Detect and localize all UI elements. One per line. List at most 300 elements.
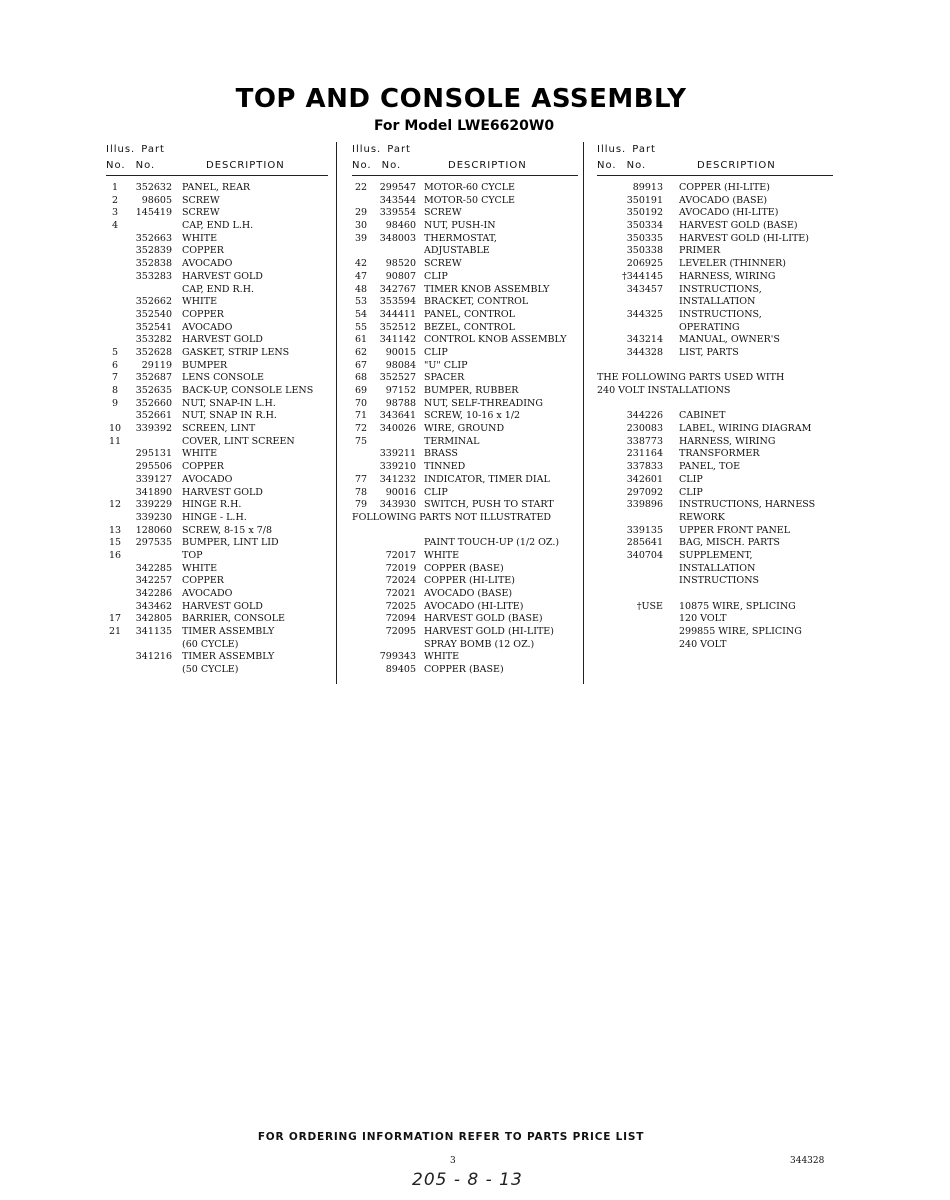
parts-note: FOLLOWING PARTS NOT ILLUSTRATED	[352, 511, 551, 523]
part-description: INSTALLATION	[679, 296, 756, 308]
part-number: 89405	[385, 664, 416, 676]
part-description: 299855 WIRE, SPLICING	[679, 626, 802, 638]
part-number: 339135	[626, 524, 663, 536]
part-number: 341142	[379, 334, 416, 346]
part-description: HARVEST GOLD (HI-LITE)	[679, 232, 809, 244]
part-number: 342285	[135, 562, 172, 574]
parts-row	[597, 512, 833, 525]
part-description: BUMPER, LINT LID	[182, 537, 279, 549]
part-description: WIRE, GROUND	[424, 423, 505, 435]
parts-row	[106, 372, 328, 385]
parts-row	[352, 271, 578, 284]
parts-row	[597, 322, 833, 335]
parts-row	[352, 410, 578, 423]
parts-row	[106, 284, 328, 297]
illus-number: 4	[111, 220, 119, 232]
parts-row	[352, 474, 578, 487]
part-number: 340026	[379, 423, 416, 435]
part-description: 240 VOLT	[679, 638, 727, 650]
part-description: BARRIER, CONSOLE	[182, 613, 285, 625]
part-description: CAP, END L.H.	[182, 220, 254, 232]
illus-number: 55	[354, 321, 368, 333]
parts-row	[352, 207, 578, 220]
parts-row	[597, 347, 833, 360]
parts-row	[106, 487, 328, 500]
parts-row	[352, 309, 578, 322]
part-description: HARVEST GOLD (HI-LITE)	[424, 626, 554, 638]
part-description: COPPER	[182, 308, 224, 320]
parts-row	[597, 563, 833, 576]
header-rule	[352, 175, 578, 176]
illus-number: 11	[108, 435, 122, 447]
parts-row	[106, 385, 328, 398]
parts-row	[597, 296, 833, 309]
part-number: 339392	[135, 423, 172, 435]
part-description: BRASS	[424, 448, 458, 460]
part-description: CONTROL KNOB ASSEMBLY	[424, 334, 567, 346]
parts-row	[352, 322, 578, 335]
parts-row	[597, 461, 833, 474]
part-description: PRIMER	[679, 245, 721, 257]
part-number: 98520	[385, 258, 416, 270]
illus-number: 72	[354, 423, 368, 435]
header-no: No.	[381, 160, 402, 171]
parts-row	[106, 575, 328, 588]
parts-row	[352, 550, 578, 563]
illus-number: 42	[354, 258, 368, 270]
illus-number: 29	[354, 207, 368, 219]
parts-row	[106, 182, 328, 195]
illus-number: 17	[108, 613, 122, 625]
part-description: LABEL, WIRING DIAGRAM	[679, 423, 812, 435]
header-no: No.	[352, 160, 372, 171]
part-description: INSTRUCTIONS, HARNESS	[679, 499, 816, 511]
part-description: TIMER ASSEMBLY	[182, 626, 275, 638]
part-description: COPPER	[182, 461, 224, 473]
header-no: No.	[106, 160, 126, 171]
part-number: 342805	[135, 613, 172, 625]
part-description: WHITE	[182, 448, 218, 460]
parts-row	[106, 245, 328, 258]
header-no-no	[106, 160, 155, 171]
part-description: HARNESS, WIRING	[679, 270, 776, 282]
parts-row	[352, 258, 578, 271]
illus-number: 77	[354, 473, 368, 485]
part-description: CLIP	[679, 486, 703, 498]
parts-row	[352, 563, 578, 576]
illus-number: 61	[354, 334, 368, 346]
header-rule	[597, 175, 833, 176]
header-part: Part	[387, 144, 411, 155]
part-number: 339230	[135, 511, 172, 523]
model-subtitle: For Model LWE6620W0	[373, 118, 555, 134]
parts-row	[597, 398, 833, 411]
parts-row	[352, 588, 578, 601]
part-description: COPPER (HI-LITE)	[424, 575, 515, 587]
parts-row	[597, 487, 833, 500]
parts-row	[597, 448, 833, 461]
part-number: 344226	[626, 410, 663, 422]
part-number: 352628	[135, 346, 172, 358]
parts-row	[597, 423, 833, 436]
ordering-note: FOR ORDERING INFORMATION REFER TO PARTS PRICE LIST	[257, 1131, 645, 1143]
parts-row	[597, 334, 833, 347]
parts-row	[106, 220, 328, 233]
part-number: 350191	[626, 194, 663, 206]
part-description: "U" CLIP	[424, 359, 468, 371]
part-description: PANEL, CONTROL	[424, 308, 515, 320]
parts-row	[597, 613, 833, 626]
parts-row	[352, 334, 578, 347]
part-number: 299547	[379, 182, 416, 193]
part-description: INSTRUCTIONS,	[679, 308, 762, 320]
part-description: MOTOR-60 CYCLE	[424, 182, 515, 193]
part-description: HARVEST GOLD	[182, 334, 263, 346]
header-illus: Illus.	[352, 144, 382, 155]
parts-row	[106, 207, 328, 220]
parts-row	[597, 639, 833, 652]
illus-number: 62	[354, 346, 368, 358]
part-description: SUPPLEMENT,	[679, 549, 753, 561]
parts-row	[597, 372, 833, 385]
part-number: 297535	[135, 537, 172, 549]
part-number: 353594	[379, 296, 416, 308]
parts-row	[352, 284, 578, 297]
part-number: 90807	[385, 270, 416, 282]
header-no: No.	[626, 160, 647, 171]
parts-row	[106, 296, 328, 309]
parts-row	[106, 448, 328, 461]
part-number: 337833	[626, 461, 663, 473]
parts-row	[597, 626, 833, 639]
part-number: 352661	[135, 410, 172, 422]
parts-column-3	[597, 142, 833, 651]
parts-row	[352, 182, 578, 195]
part-number: 72095	[385, 626, 416, 638]
illus-number: 78	[354, 486, 368, 498]
part-number: 206925	[626, 258, 663, 270]
part-description: COPPER	[182, 575, 224, 587]
part-description: 120 VOLT	[679, 613, 727, 625]
parts-row	[106, 258, 328, 271]
part-description: BACK-UP, CONSOLE LENS	[182, 385, 314, 396]
part-number: 297092	[626, 486, 663, 498]
parts-row	[597, 220, 833, 233]
part-description: SCREEN, LINT	[182, 423, 256, 435]
part-number: 352512	[379, 321, 416, 333]
part-number: 343457	[626, 283, 663, 295]
parts-row	[352, 525, 578, 538]
part-description: TIMER ASSEMBLY	[182, 651, 275, 663]
parts-row	[352, 233, 578, 246]
part-description: WHITE	[182, 296, 218, 308]
part-number: 342257	[135, 575, 172, 587]
header-illus: Illus.	[597, 144, 627, 155]
parts-row	[352, 651, 578, 664]
parts-row	[597, 207, 833, 220]
part-description: PAINT TOUCH-UP (1/2 OZ.)	[424, 537, 560, 549]
part-description: LEVELER (THINNER)	[679, 258, 786, 270]
parts-column-1	[106, 142, 328, 677]
part-description: INSTALLATION	[679, 562, 756, 574]
parts-row	[352, 245, 578, 258]
column-divider	[336, 142, 337, 684]
parts-row	[597, 182, 833, 195]
part-description: AVOCADO (BASE)	[424, 588, 513, 599]
parts-row	[106, 639, 328, 652]
parts-row	[106, 626, 328, 639]
illus-number: 15	[108, 537, 122, 549]
part-description: SCREW	[424, 258, 462, 270]
parts-row	[352, 499, 578, 512]
part-description: NUT, PUSH-IN	[424, 220, 496, 232]
illus-number: 53	[354, 296, 368, 308]
part-description: SCREW	[182, 207, 220, 219]
part-number: 343544	[379, 194, 416, 206]
part-number: 341216	[135, 651, 172, 663]
part-description: CLIP	[424, 486, 448, 498]
parts-row	[352, 436, 578, 449]
header-part: Part	[141, 144, 165, 155]
parts-row	[352, 423, 578, 436]
parts-row	[106, 322, 328, 335]
part-number: 350334	[626, 220, 663, 232]
parts-row	[106, 499, 328, 512]
parts-row	[597, 284, 833, 297]
part-description: INDICATOR, TIMER DIAL	[424, 473, 550, 485]
parts-row	[106, 195, 328, 208]
parts-row	[106, 271, 328, 284]
page-number: 3	[450, 1156, 456, 1166]
illus-number: 13	[108, 524, 122, 536]
header-description: DESCRIPTION	[206, 160, 285, 171]
part-number: 72019	[385, 562, 416, 574]
part-number: 339211	[379, 448, 416, 460]
parts-row	[106, 664, 328, 677]
part-description: HARVEST GOLD (BASE)	[424, 613, 543, 625]
parts-row	[106, 360, 328, 373]
parts-row	[352, 537, 578, 550]
parts-row	[597, 601, 833, 614]
part-description: REWORK	[679, 511, 725, 523]
illus-number: 22	[354, 182, 368, 193]
part-number: 352540	[135, 308, 172, 320]
illus-number: 39	[354, 232, 368, 244]
part-number: 352635	[135, 385, 172, 396]
parts-row	[352, 512, 578, 525]
parts-row	[597, 436, 833, 449]
header-rule	[106, 175, 328, 176]
illus-number: 6	[111, 359, 119, 371]
part-number: 344328	[626, 346, 663, 358]
part-number: 344325	[626, 308, 663, 320]
part-number: 341890	[135, 486, 172, 498]
parts-row	[106, 512, 328, 525]
header-illus-part	[597, 144, 656, 155]
part-description: BRACKET, CONTROL	[424, 296, 529, 308]
parts-row	[597, 195, 833, 208]
part-number: 230083	[626, 423, 663, 435]
parts-note: THE FOLLOWING PARTS USED WITH	[597, 372, 785, 384]
parts-row	[597, 360, 833, 373]
illus-number: 30	[354, 220, 368, 232]
part-number: 342767	[379, 283, 416, 295]
part-description: BUMPER, RUBBER	[424, 385, 519, 396]
part-number: 344411	[379, 308, 416, 320]
part-number: 339127	[135, 473, 172, 485]
parts-note: 240 VOLT INSTALLATIONS	[597, 385, 731, 396]
part-description: TOP	[182, 549, 203, 561]
part-description: (60 CYCLE)	[182, 638, 239, 650]
illus-number: 48	[354, 283, 368, 295]
part-number: 352838	[135, 258, 172, 270]
part-number: 72024	[385, 575, 416, 587]
parts-row	[106, 525, 328, 538]
part-description: NUT, SELF-THREADING	[424, 397, 543, 409]
illus-number: 67	[354, 359, 368, 371]
part-number: 350335	[626, 232, 663, 244]
part-description: WHITE	[182, 232, 218, 244]
parts-row	[352, 385, 578, 398]
part-description: PANEL, TOE	[679, 461, 741, 473]
part-description: TERMINAL	[424, 435, 480, 447]
parts-row	[597, 537, 833, 550]
part-description: AVOCADO	[182, 473, 233, 485]
part-number: 342286	[135, 588, 172, 599]
header-no: No.	[135, 160, 156, 171]
part-description: TINNED	[424, 461, 466, 473]
parts-row	[106, 537, 328, 550]
parts-row	[106, 233, 328, 246]
part-description: INSTRUCTIONS	[679, 575, 760, 587]
part-number: 231164	[626, 448, 663, 460]
illus-number: 2	[111, 194, 119, 206]
part-number: 338773	[626, 435, 663, 447]
header-illus-part	[106, 144, 165, 155]
part-description: WHITE	[424, 651, 460, 663]
part-description: SWITCH, PUSH TO START	[424, 499, 554, 511]
column-header	[597, 142, 833, 182]
parts-row	[106, 334, 328, 347]
illus-number: 3	[111, 207, 119, 219]
part-description: CABINET	[679, 410, 726, 422]
part-number: 343641	[379, 410, 416, 422]
part-description: HARVEST GOLD (BASE)	[679, 220, 798, 232]
parts-row	[352, 296, 578, 309]
parts-row	[597, 499, 833, 512]
part-number: 72017	[385, 549, 416, 561]
part-description: LIST, PARTS	[679, 346, 739, 358]
parts-row	[106, 563, 328, 576]
parts-row	[352, 461, 578, 474]
part-description: THERMOSTAT,	[424, 232, 497, 244]
page-title: TOP AND CONSOLE ASSEMBLY	[235, 84, 687, 114]
part-number: 90016	[385, 486, 416, 498]
part-description: AVOCADO (HI-LITE)	[679, 207, 779, 219]
part-number: 352662	[135, 296, 172, 308]
part-number: 98788	[385, 397, 416, 409]
header-illus-part	[352, 144, 411, 155]
part-number: 343214	[626, 334, 663, 346]
part-number: 145419	[135, 207, 172, 219]
part-number: 343462	[135, 600, 172, 612]
part-description: TIMER KNOB ASSEMBLY	[424, 283, 550, 295]
part-description: WHITE	[424, 549, 460, 561]
part-description: BAG, MISCH. PARTS	[679, 537, 780, 549]
part-description: CLIP	[424, 346, 448, 358]
illus-number: 21	[108, 626, 122, 638]
part-description: SPRAY BOMB (12 OZ.)	[424, 638, 535, 650]
part-number: 348003	[379, 232, 416, 244]
part-description: HARVEST GOLD	[182, 270, 263, 282]
parts-row	[106, 461, 328, 474]
parts-row	[352, 398, 578, 411]
document-number: 344328	[790, 1156, 825, 1166]
part-description: SCREW	[182, 194, 220, 206]
part-number: 72025	[385, 600, 416, 612]
part-number: †USE	[636, 600, 663, 612]
parts-row	[597, 309, 833, 322]
part-description: CAP, END R.H.	[182, 283, 254, 295]
part-description: ADJUSTABLE	[424, 245, 490, 257]
illus-number: 16	[108, 549, 122, 561]
illus-number: 68	[354, 372, 368, 384]
parts-row	[106, 601, 328, 614]
illus-number: 70	[354, 397, 368, 409]
part-description: AVOCADO (HI-LITE)	[424, 600, 524, 612]
part-description: COPPER (HI-LITE)	[679, 182, 770, 193]
parts-row	[597, 474, 833, 487]
part-number: 352663	[135, 232, 172, 244]
parts-row	[352, 575, 578, 588]
column-header	[352, 142, 578, 182]
part-description: HARVEST GOLD	[182, 486, 263, 498]
part-description: COPPER	[182, 245, 224, 257]
part-description: WHITE	[182, 562, 218, 574]
illus-number: 7	[111, 372, 119, 384]
part-number: 353283	[135, 270, 172, 282]
part-number: 339554	[379, 207, 416, 219]
parts-row	[106, 550, 328, 563]
part-number: 339210	[379, 461, 416, 473]
part-number: 97152	[385, 385, 416, 396]
illus-number: 54	[354, 308, 368, 320]
parts-row	[352, 613, 578, 626]
part-number: 352632	[135, 182, 172, 193]
part-description: SPACER	[424, 372, 465, 384]
part-number: 339229	[135, 499, 172, 511]
illus-number: 9	[111, 397, 119, 409]
part-number: 353282	[135, 334, 172, 346]
illus-number: 47	[354, 270, 368, 282]
part-number: 352839	[135, 245, 172, 257]
part-number: 352541	[135, 321, 172, 333]
parts-row	[106, 309, 328, 322]
parts-row	[352, 372, 578, 385]
column-header	[106, 142, 328, 182]
part-description: INSTRUCTIONS,	[679, 283, 762, 295]
header-illus: Illus.	[106, 144, 136, 155]
header-no-no	[352, 160, 401, 171]
handwritten-note: 205 - 8 - 13	[412, 1170, 523, 1190]
illus-number: 5	[111, 346, 119, 358]
parts-row	[597, 385, 833, 398]
part-description: HINGE R.H.	[182, 499, 242, 511]
part-description: CLIP	[424, 270, 448, 282]
part-description: MANUAL, OWNER'S	[679, 334, 780, 346]
part-number: 342601	[626, 473, 663, 485]
part-description: HINGE - L.H.	[182, 511, 247, 523]
